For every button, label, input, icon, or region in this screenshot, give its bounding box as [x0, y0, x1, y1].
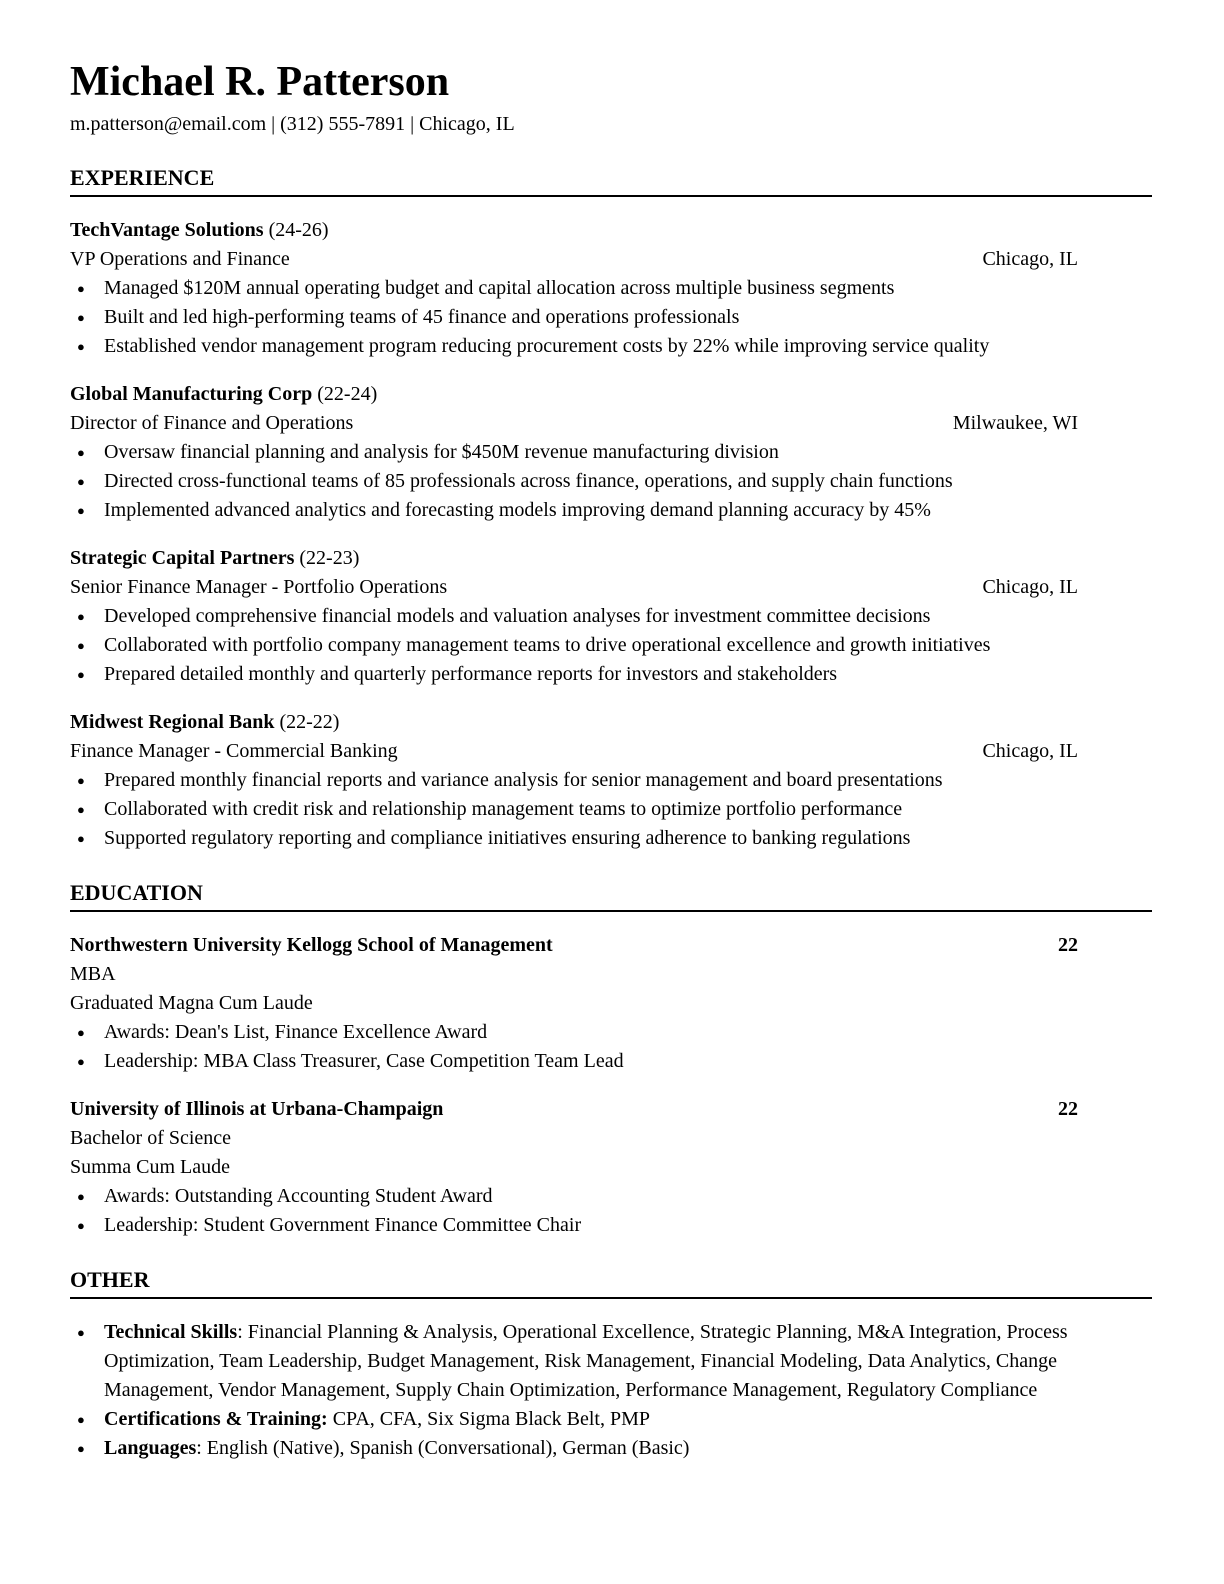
job-location: Chicago, IL: [982, 740, 1078, 762]
job-title: VP Operations and Finance: [70, 248, 290, 270]
bullet-item: ● Leadership: MBA Class Treasurer, Case Competition Team Lead: [70, 1047, 1152, 1076]
other-item-text: : Financial Planning & Analysis, Operational Excellence, Strategic Planning, M&A Integration, Process Optimization, Team Leadership, Budget Management, Risk Management, Financial Modeling, Data Analytics, Change Management, Vendor Management, Supply Chain Optimization, Performance Management, Regulatory Compliance: [104, 1321, 1068, 1401]
experience-section-heading: EXPERIENCE: [70, 165, 1152, 197]
bullet-item: ● Awards: Dean's List, Finance Excellence Award: [70, 1018, 1152, 1047]
job-entry: [70, 544, 1152, 689]
school-name: University of Illinois at Urbana-Champaign: [70, 1098, 444, 1120]
company-name: Midwest Regional Bank: [70, 711, 275, 733]
bullet-item: ● Supported regulatory reporting and compliance initiatives ensuring adherence to banking regulations: [70, 824, 1152, 853]
other-item-text: CPA, CFA, Six Sigma Black Belt, PMP: [327, 1408, 650, 1430]
job-bullets: [70, 766, 1152, 853]
other-item-languages: [70, 1434, 1152, 1463]
education-bullets: [70, 1182, 1152, 1240]
job-header: [70, 544, 1152, 573]
job-location: Chicago, IL: [982, 248, 1078, 270]
graduation-year: 22: [1058, 1098, 1078, 1120]
job-header: [70, 380, 1152, 409]
education-section-heading: EDUCATION: [70, 880, 1152, 912]
job-title-row: [70, 409, 1152, 438]
bullet-item: ● Implemented advanced analytics and forecasting models improving demand planning accuracy by 45%: [70, 496, 1152, 525]
school-header-row: [70, 1095, 1152, 1124]
honors: Graduated Magna Cum Laude: [70, 992, 313, 1014]
job-dates: (24-26): [268, 219, 329, 241]
education-bullets: [70, 1018, 1152, 1076]
bullet-item: ● Awards: Outstanding Accounting Student Award: [70, 1182, 1152, 1211]
company-name: Strategic Capital Partners: [70, 547, 295, 569]
bullet-item: ● Managed $120M annual operating budget and capital allocation across multiple business segments: [70, 274, 1152, 303]
job-title: Senior Finance Manager - Portfolio Operations: [70, 576, 448, 598]
job-header: [70, 216, 1152, 245]
bullet-item: ● Established vendor management program reducing procurement costs by 22% while improving service quality: [70, 332, 1152, 361]
other-item-label: Languages: [104, 1437, 197, 1459]
bullet-item: ● Built and led high-performing teams of 45 finance and operations professionals: [70, 303, 1152, 332]
honors: Summa Cum Laude: [70, 1156, 230, 1178]
job-bullets: [70, 438, 1152, 525]
job-entry: [70, 708, 1152, 853]
degree: Bachelor of Science: [70, 1127, 232, 1149]
degree: MBA: [70, 963, 116, 985]
education-entry: [70, 1095, 1152, 1240]
job-header: [70, 708, 1152, 737]
other-item-label: Technical Skills: [104, 1321, 238, 1343]
school-name: Northwestern University Kellogg School of Management: [70, 934, 553, 956]
bullet-item: ● Developed comprehensive financial models and valuation analyses for investment committee decisions: [70, 602, 1152, 631]
job-location: Milwaukee, WI: [952, 412, 1078, 434]
other-item-certifications: [70, 1405, 1152, 1434]
candidate-name: Michael R. Patterson: [70, 59, 450, 105]
other-entry: [70, 1318, 1152, 1463]
job-title-row: [70, 573, 1152, 602]
bullet-item: ● Directed cross-functional teams of 85 professionals across finance, operations, and supply chain functions: [70, 467, 1152, 496]
school-header-row: [70, 931, 1152, 960]
job-title-row: [70, 245, 1152, 274]
job-bullets: [70, 602, 1152, 689]
other-item-technical-skills: [70, 1318, 1152, 1405]
other-item-text: : English (Native), Spanish (Conversational), German (Basic): [196, 1437, 690, 1459]
job-entry: [70, 216, 1152, 361]
job-entry: [70, 380, 1152, 525]
bullet-item: ● Prepared detailed monthly and quarterly performance reports for investors and stakeholders: [70, 660, 1152, 689]
other-bullets: [70, 1318, 1152, 1463]
job-bullets: [70, 274, 1152, 361]
job-location: Chicago, IL: [982, 576, 1078, 598]
contact-line: m.patterson@email.com | (312) 555-7891 | Chicago, IL: [70, 113, 515, 135]
job-dates: (22-23): [299, 547, 360, 569]
bullet-item: ● Collaborated with credit risk and relationship management teams to optimize portfolio performance: [70, 795, 1152, 824]
bullet-item: ● Prepared monthly financial reports and variance analysis for senior management and board presentations: [70, 766, 1152, 795]
company-name: Global Manufacturing Corp: [70, 383, 313, 405]
job-title: Finance Manager - Commercial Banking: [70, 740, 398, 762]
company-name: TechVantage Solutions: [70, 219, 264, 241]
job-title-row: [70, 737, 1152, 766]
other-item-label: Certifications & Training:: [104, 1408, 328, 1430]
job-dates: (22-22): [279, 711, 340, 733]
other-section-heading: OTHER: [70, 1267, 1152, 1299]
graduation-year: 22: [1058, 934, 1078, 956]
bullet-item: ● Leadership: Student Government Finance Committee Chair: [70, 1211, 1152, 1240]
job-title: Director of Finance and Operations: [70, 412, 354, 434]
bullet-item: ● Oversaw financial planning and analysis for $450M revenue manufacturing division: [70, 438, 1152, 467]
bullet-item: ● Collaborated with portfolio company management teams to drive operational excellence and growth initiatives: [70, 631, 1152, 660]
job-dates: (22-24): [317, 383, 378, 405]
education-entry: [70, 931, 1152, 1076]
